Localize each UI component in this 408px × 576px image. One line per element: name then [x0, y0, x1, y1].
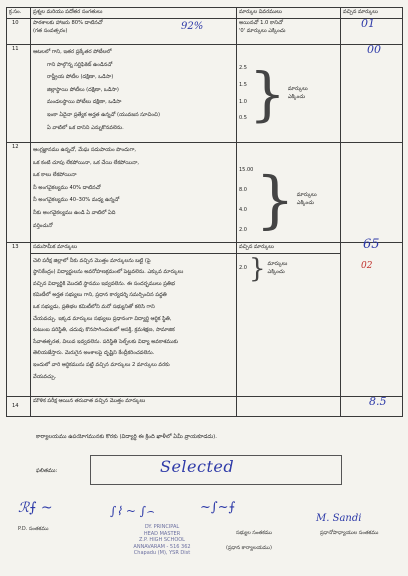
row-line: తెలియజేస్తారు. మెరుగైన అంశాలపై దృష్టిని కేంద్రీకరించవలెను. [33, 350, 155, 357]
chief-caption: (ప్రధాన కార్యాలయము) [226, 545, 272, 551]
principal-signature: M. Sandi [316, 513, 362, 524]
row-line: వేయవచ్చు. [33, 373, 57, 380]
table-header-row [7, 8, 403, 19]
row-description [31, 143, 237, 243]
marks-value: 2.5 [239, 65, 247, 71]
marks-value: 2.0 [239, 227, 247, 233]
brace-glyph: } [248, 253, 266, 284]
row-line: నీ అంగవైకల్యము 40–30% మధ్య ఉన్నచో [33, 197, 120, 204]
row-awarded [341, 19, 403, 45]
row-line: స్థానికేంద్రం) విద్యార్థులను అవరోహణక్రమంలో పెట్టవలెను. ఎక్కువ మార్కులు [33, 269, 184, 276]
stamp-line: Z.P. HIGH SCHOOL [139, 537, 185, 544]
row-marks-detail [237, 243, 341, 397]
school-stamp [106, 524, 218, 557]
header-particulars: ప్రశ్నల మరియు పదోతర సంగతులు [31, 8, 237, 19]
marks-table [6, 7, 403, 417]
pd-caption: P.D. సంతకము [18, 526, 49, 532]
row-line: (గత సంవత్సరం) [33, 27, 68, 34]
member-signature-mark: ∫⌇ ~ ∫⌢ [110, 504, 154, 518]
row-description [31, 45, 237, 143]
row-marks-detail [237, 45, 341, 143]
row-line: పాఠశాలకు హాజరు 80% దాటినచో [33, 20, 103, 26]
row-marks-detail [237, 143, 341, 243]
marks-caption: ఎక్కించు [267, 268, 285, 275]
awarded-marks: 01 [361, 17, 375, 30]
office-use-note: కార్యాలయము ఉపయోగమునకు కొరకు (విద్యార్థి ఈ క్రింది ఖాళీలో ఏమీ వ్రాయకూడదు). [36, 434, 218, 440]
pd-signature-mark: ℛ⨍ ~ [18, 500, 53, 516]
row-awarded [341, 397, 403, 417]
marks-subheader: వచ్చిన మార్కులు [237, 243, 340, 254]
row-marks-line: '0' మార్కులు ఎక్కించు [239, 27, 286, 34]
marks-value: 2.0 [239, 265, 247, 272]
row-line: ఇంకా ఏదైనా ప్రత్యేక అర్హత ఉన్నచో (యువజన సూచించి) [47, 111, 161, 118]
row-number: 11 [7, 45, 31, 143]
row-number: 12 [7, 143, 31, 243]
header-marks-awarded: వచ్చిన మార్కులు [341, 8, 403, 19]
brace-glyph: } [255, 163, 295, 236]
row-line: వర్తించునో [33, 222, 53, 229]
awarded-marks: 02 [361, 261, 373, 271]
header-serial: క్ర.సం. [7, 8, 31, 19]
marks-value: 0.5 [239, 115, 247, 122]
row-marks-detail [237, 19, 341, 45]
principal-caption: ప్రధానోపాధ్యాయుల సంతకము [320, 530, 379, 536]
row-line: కమిటీలో అర్హత సభ్యులు గాని, ప్రధాన కార్యదర్శి సమర్పించిన పద్ధతి [33, 292, 167, 299]
row-line: ఏ వాటిలో ఒక దానిని ఎన్నుకొనవలెను. [47, 124, 124, 131]
row-line: ఆటలలో గాని, ఇతర ప్రక్కేతర పోటీలలో [33, 49, 112, 55]
row-description [31, 243, 237, 397]
table-row [7, 397, 403, 417]
brace-glyph: } [248, 59, 286, 128]
row-line: రాష్ట్రీయ పోటీల (దక్షిణా, ఒడిసా) [47, 74, 114, 81]
marks-caption: ఎక్కించు [287, 93, 306, 100]
row-line: గాని పాల్గొన్న సర్టిఫికెట్ ఉండినచో [47, 61, 113, 68]
row-number: 13 [7, 243, 31, 397]
row-line: మండలస్థాయి పోటీలు దక్షిణా, ఒడిసా [47, 99, 122, 106]
awarded-marks: 00 [367, 43, 381, 56]
row-line: నీకు అంగవైకల్యము ఉండి ఏ వాటిలో ఏది [33, 209, 116, 216]
stamp-line: Chapadu (M), YSR Dist [133, 550, 191, 557]
marks-value: 1.5 [239, 81, 247, 88]
attendance-percent: 92% [181, 21, 204, 32]
marks-caption: మార్కులు [296, 192, 317, 199]
row-line: వచ్చిన విద్యార్థికి మొదటి స్థానము ఇవ్వవలెను. ఈ సందర్భములు ప్రతిభ [33, 280, 175, 287]
result-value: Selected [160, 457, 235, 476]
marks-caption: మార్కులు [287, 86, 308, 92]
awarded-marks: 8.5 [369, 395, 387, 408]
row-line: సేవాతత్పరత, విలువ ఇవ్వవలెను. పరిస్థితి సెల్ఫ్‌లకు విద్యా అవకాశముకు [33, 338, 179, 345]
row-line: ఒక కంటి చూపు లేకపోయినా, ఒక చేయి లేకపోయినా, [33, 159, 140, 166]
row-section-title: సమసామీక మార్కులు [31, 243, 236, 254]
marks-value: 15.00 [239, 167, 254, 173]
row-line: కుటుంబ పరిస్థితి, చదువు కొనసాగించుటలో ఆసక్తి, క్రమశిక్షణ, సామాజిక [33, 327, 175, 334]
total-marks: 65 [363, 237, 380, 252]
member-caption: సభ్యుల సంతకము [236, 530, 272, 536]
row-description [31, 397, 237, 417]
member-signature-mark-2: ~∫~⨍ [200, 500, 236, 515]
result-label: ఫలితము: [36, 468, 58, 474]
row-line: నీ అంగవైకల్యము 40% దాటినచో [33, 184, 101, 191]
marks-caption: ఎక్కించు [296, 200, 314, 206]
marks-value: 8.0 [239, 187, 247, 193]
row-line: ఒక సభ్యుడు, ప్రతిభల కమిటీలోని మరో సభ్యునితో కలిసి గాని [33, 303, 155, 310]
marks-caption: మార్కులు [267, 261, 288, 267]
row-line: చేయవచ్చు. ఇక్కడ మార్కులు సభ్యులు ప్రధానంగా విద్యార్థి ఆర్థిక స్థితి, [33, 315, 172, 322]
stamp-prefix: DY. PRINCIPAL [144, 524, 180, 530]
row-description [31, 19, 237, 45]
table-row [7, 143, 403, 243]
row-number: 14 [7, 397, 31, 417]
table-row [7, 19, 403, 45]
row-awarded [341, 143, 403, 243]
row-number: 10 [7, 19, 31, 45]
row-line: మౌళిక పరీక్ష ఆయిన తరువాత వచ్చిన మొత్తం మార్కులు [33, 398, 146, 404]
table-row [7, 243, 403, 397]
stamp-line: ANNAVARAM - 516 362 [133, 543, 191, 550]
stamp-line: HEAD MASTER [143, 530, 181, 537]
table-row [7, 45, 403, 143]
row-awarded [341, 45, 403, 143]
row-marks-line: అయినచో 1.0 కానిచో [239, 20, 283, 26]
row-line: ఒక కాలు లేకపోయినా [33, 172, 77, 179]
row-marks-detail [237, 397, 341, 417]
row-awarded [341, 237, 403, 397]
row-line: జిల్లాస్థాయి పోటీలు (దక్షిణా, ఒడిసా) [47, 86, 119, 93]
marks-value: 4.0 [239, 207, 247, 213]
marks-value: 1.0 [239, 98, 247, 105]
row-line: ఆంగ్లజ్ఞానము ఉన్నచో, మేఘ సదుపాయం పొందుగా, [33, 147, 136, 153]
row-line: చెలి పరీక్ష జిల్లాలో నీకు వచ్చిన మొత్తం మార్కులను బట్టి (పై [33, 257, 151, 264]
header-marks-details: మార్కుల వివరములు [237, 8, 341, 19]
row-line: ఇందులో వారి ఆర్థికమును పట్టి వచ్చిన మార్కులు 2 మార్కులు వరకు [33, 361, 170, 368]
